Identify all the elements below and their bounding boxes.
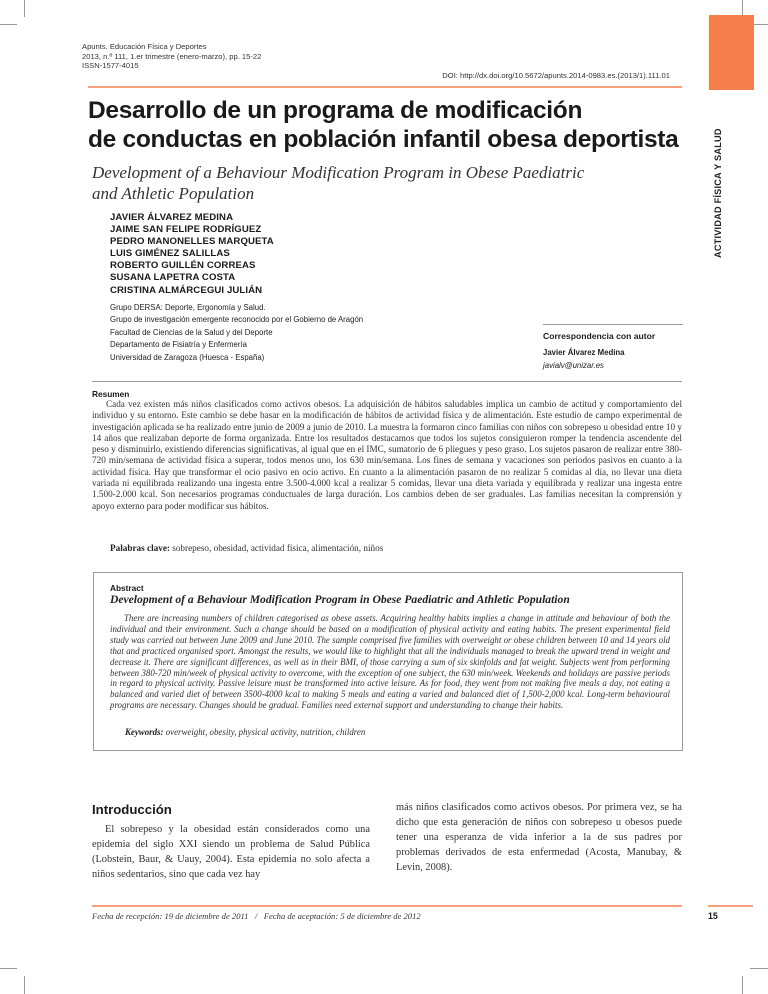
crop-mark bbox=[24, 976, 25, 994]
keywords-es bbox=[110, 543, 383, 553]
author: SUSANA LAPETRA COSTA bbox=[110, 272, 236, 284]
section-color-block bbox=[709, 15, 754, 90]
keywords-es-label: Palabras clave: bbox=[110, 543, 170, 553]
keywords-en bbox=[125, 727, 365, 737]
affiliation-line: Grupo DERSA: Deporte, Ergonomía y Salud. bbox=[110, 303, 266, 312]
abstract-title: Development of a Behaviour Modification Program in Obese Paediatric and Athletic Population bbox=[110, 593, 570, 606]
affiliation-line: Universidad de Zaragoza (Huesca - España) bbox=[110, 352, 265, 362]
page-number: 15 bbox=[708, 911, 718, 921]
author: PEDRO MANONELLES MARQUETA bbox=[110, 236, 274, 248]
subtitle-line-2: and Athletic Population bbox=[92, 184, 255, 203]
journal-issn: ISSN-1577-4015 bbox=[82, 61, 139, 71]
subtitle-line-1: Development of a Behaviour Modification Program in Obese Paediatric bbox=[92, 163, 585, 182]
intro-heading: Introducción bbox=[92, 802, 172, 817]
intro-left-column bbox=[92, 822, 370, 882]
crop-mark bbox=[0, 24, 17, 25]
crop-mark bbox=[24, 0, 25, 17]
author: JAVIER ÁLVAREZ MEDINA bbox=[110, 212, 234, 223]
title-line-1: Desarrollo de un programa de modificación bbox=[88, 97, 583, 124]
keywords-en-values: overweight, obesity, physical activity, nutrition, children bbox=[165, 727, 366, 737]
author: JAIME SAN FELIPE RODRÍGUEZ bbox=[110, 224, 262, 236]
crop-mark bbox=[750, 968, 768, 969]
affiliation-line: Facultad de Ciencias de la Salud y del Deporte bbox=[110, 327, 273, 337]
correspondence-rule bbox=[543, 324, 683, 325]
affiliation bbox=[110, 302, 363, 364]
section-divider bbox=[92, 381, 682, 382]
accepted-date: Fecha de aceptación: 5 de diciembre de 2012 bbox=[263, 911, 421, 921]
keywords-en-label: Keywords: bbox=[125, 727, 164, 737]
journal-name: Apunts. Educación Física y Deportes bbox=[82, 42, 207, 51]
title-line-2: de conductas en población infantil obesa deportista bbox=[88, 126, 679, 153]
journal-meta bbox=[82, 42, 261, 71]
resumen-body: Cada vez existen más niños clasificados como activos obesos. La adquisición de hábitos saludables implica un cambio de actitud y comportamiento del individuo y su entorno. Este cambio se debe basar en la modificación de hábitos de actividad física y de alimentación. Este estudio de campo experimental de investigación aplicada se ha realizado entre junio de 2009 a junio de 2010. La muestra la formaron cinco familias con niños con sobrepeso u obesidad entre 10 y 14 años que realizaban deporte de forma organizada. Entre los resultados destacamos que todos los sujetos consiguieron romper la tendencia ascendente del peso y disminuirlo, existiendo diferencias significativas, al igual que en el IMC, sumatorio de 6 pliegues y peso graso. Los sujetos pasaron de realizar entre 380-720 min/semana de actividad física a superar, todos menos uno, los 630 min/semana. Los fines de semana y vacaciones son periodos pasivos en cuanto a la actividad física. Hay que transformar el ocio pasivo en ocio activo. En cuanto a la alimentación pasaron de no realizar 5 comidas al día, no llevar una dieta variada ni equilibrada realizando una ingesta entre 3.500-4.000 kcal a realizar 5 comidas, llevar una dieta variada y equilibrada y realizar una ingesta entre 1.500-2.000 kcal. Son necesarios programas conductuales de larga duración. Los cambios deben de ser graduales. Las familias necesitan la comprensión y apoyo externo para poder modificar sus hábitos. bbox=[92, 399, 682, 511]
date-separator: / bbox=[254, 911, 258, 921]
author: CRISTINA ALMÁRCEGUI JULIÁN bbox=[110, 284, 263, 296]
intro-paragraph: El sobrepeso y la obesidad están considerados como una epidemia del siglo XXI siendo un problema de Salud Pública (Lobstein, Baur, & Uauy, 2004). Esta epidemia no solo afecta a niños sedentarios, sino que cada vez hay bbox=[92, 824, 370, 880]
article-subtitle bbox=[92, 162, 652, 204]
crop-mark bbox=[742, 976, 743, 994]
correspondence-name: Javier Álvarez Medina bbox=[543, 348, 625, 357]
author: ROBERTO GUILLÉN CORREAS bbox=[110, 260, 256, 272]
section-label: ACTIVIDAD FÍSICA Y SALUD bbox=[713, 128, 723, 258]
intro-paragraph: más niños clasificados como activos obesos. Por primera vez, se ha dicho que esta generación de niños con sobrepeso u obesos puede tener una esperanza de vida inferior a la de sus padres por problemas derivados de esta enfermedad (Acosta, Manubay, & Levin, 2008). bbox=[396, 802, 682, 873]
abstract-body: There are increasing numbers of children categorised as obese assets. Acquiring healthy habits implies a change in attitude and behaviour of both the individual and their environment. Such a change should be based on a modification of physical activity and eating habits. The present experimental field study was carried out between June 2009 and June 2010. The sample comprised five families with overweight or obese children between 10 and 14 years old that and practiced organised sport. Amongst the results, we would like to highlight that all the individuals managed to break the upward trend in weight and decrease it. There are significant differences, as well as in their BMI, of those carrying a sum of six skinfolds and fat weight. Subjects went from performing between 380-720 min/week of physical activity to overcome, with the exception of one subject, the 630 min/week. Weekends and holidays are passive periods in regard to physical activity. Passive leisure must be transformed into active leisure. As for food, they went from not making five meals a day, not eating a balanced and varied diet of between 3500-4000 kcal to making 5 meals and eating a varied and balanced diet of 1,500-2,000 kcal. Long-term behavioural programs are necessary. Changes should be gradual. Families need external support and understanding to change their habits. bbox=[110, 613, 670, 711]
footer-rule-page bbox=[708, 905, 753, 907]
crop-mark bbox=[0, 968, 17, 969]
article-title bbox=[88, 96, 688, 154]
doi-link[interactable]: DOI: http://dx.doi.org/10.5672/apunts.2014-0983.es.(2013/1).111.01 bbox=[442, 71, 670, 80]
correspondence-email[interactable]: javialv@unizar.es bbox=[543, 361, 604, 370]
affiliation-line: Grupo de investigación emergente reconocido por el Gobierno de Aragón bbox=[110, 315, 364, 325]
keywords-es-values: sobrepeso, obesidad, actividad física, alimentación, niños bbox=[172, 543, 384, 553]
header-rule bbox=[88, 86, 682, 88]
journal-issue: 2013, n.º 111, 1.er trimestre (enero-marzo), pp. 15-22 bbox=[82, 51, 262, 61]
received-date: Fecha de recepción: 19 de diciembre de 2011 bbox=[92, 911, 249, 921]
author-list bbox=[110, 212, 274, 297]
author: LUIS GIMÉNEZ SALILLAS bbox=[110, 248, 230, 260]
footer-dates bbox=[92, 911, 421, 921]
abstract-heading: Abstract bbox=[110, 583, 144, 593]
correspondence-title: Correspondencia con autor bbox=[543, 331, 656, 341]
affiliation-line: Departamento de Fisiatría y Enfermería bbox=[110, 340, 247, 350]
footer-rule bbox=[92, 905, 682, 907]
resumen-heading: Resumen bbox=[92, 389, 130, 399]
intro-right-column bbox=[396, 800, 682, 875]
